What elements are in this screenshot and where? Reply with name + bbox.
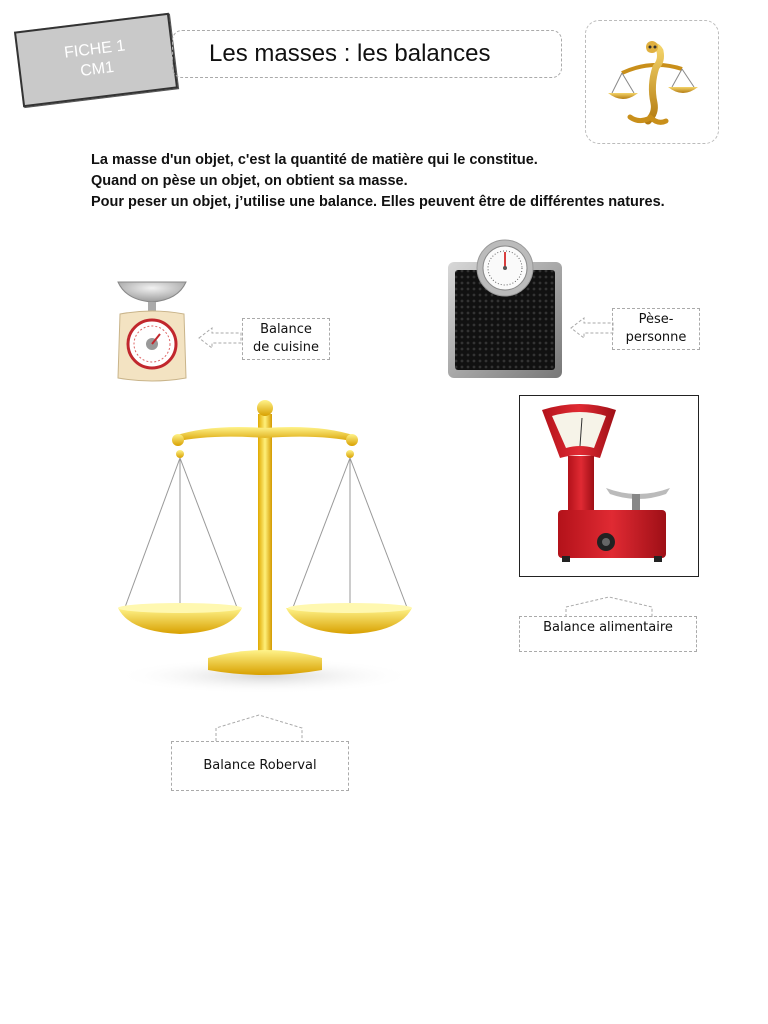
label-balance-alimentaire: Balance alimentaire <box>519 616 697 652</box>
arrow-left-icon <box>570 316 614 340</box>
page-title-box <box>172 30 562 78</box>
intro-text <box>91 150 691 213</box>
fiche-number: FICHE 1 <box>63 37 127 62</box>
logo-box <box>585 20 719 144</box>
kitchen-scale-image <box>112 278 192 384</box>
justice-scale-character-icon <box>586 21 718 143</box>
label-balance-roberval: Balance Roberval <box>171 741 349 791</box>
food-scale-frame <box>519 395 699 577</box>
roberval-scale-image <box>110 396 420 696</box>
page-title: Les masses : les balances <box>209 40 491 67</box>
label-pese-personne: Pèse- personne <box>612 308 700 350</box>
label-balance-cuisine: Balance de cuisine <box>242 318 330 360</box>
arrow-left-icon <box>198 326 242 350</box>
intro-line-1: La masse d'un objet, c'est la quantité de matière qui le constitue. <box>91 152 538 168</box>
food-scale-image <box>520 396 698 576</box>
fiche-level: CM1 <box>79 58 115 80</box>
fiche-tag <box>14 13 178 107</box>
arrow-up-icon <box>564 596 654 618</box>
bathroom-scale-image <box>447 238 563 380</box>
intro-line-3: Pour peser un objet, j’utilise une balance. Elles peuvent être de différentes natures. <box>91 194 665 210</box>
arrow-up-icon <box>214 714 304 742</box>
intro-line-2: Quand on pèse un objet, on obtient sa masse. <box>91 173 408 189</box>
